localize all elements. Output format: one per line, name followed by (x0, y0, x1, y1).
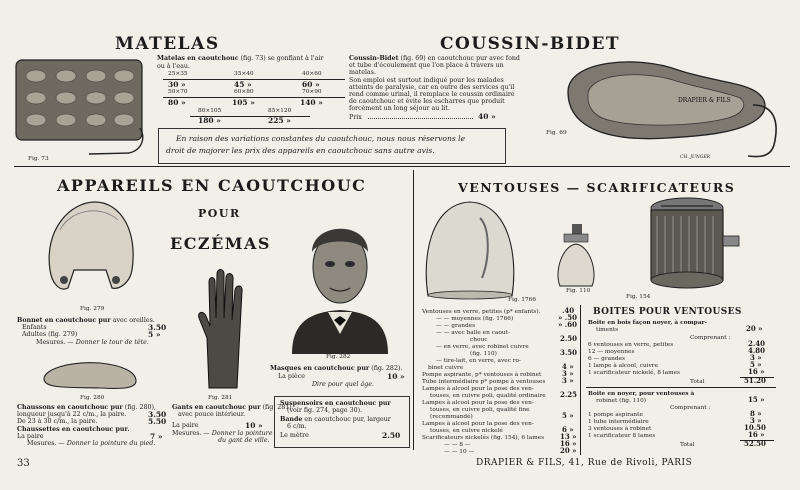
boites-b1-l2-value: 20 » (746, 324, 763, 333)
matelas-size-8: 85×120 (268, 108, 292, 114)
notice-line-1: En raison des variations constantes du caoutchouc, nous nous réservons le (176, 134, 466, 143)
matelas-price-1: 30 » (168, 80, 186, 89)
bidet-heading: Coussin-Bidet (349, 55, 399, 62)
boites-b1-item: 6 — grandes (588, 356, 625, 362)
ventouses-row: Lampes à alcool pour la pose des ven- (422, 386, 534, 392)
gants-desc: (fig. 281) (262, 404, 292, 411)
boites-title: BOITES POUR VENTOUSES (593, 307, 742, 317)
ventouses-row: — — 8 — (444, 442, 471, 448)
boites-b1-comprenant: Comprenant : (690, 335, 731, 341)
chaussettes-mesures: Mesures. — (27, 440, 65, 447)
boites-b1-item: 1 lampe à alcool, cuivre (588, 363, 659, 369)
masques-desc: (fig. 282). (371, 365, 403, 372)
bande-l3-value: 2.50 (382, 431, 401, 440)
fig-279-caption: Fig. 279 (80, 306, 105, 312)
ventouses-row: Ventouses en verre, petites (p* enfants). (422, 309, 541, 315)
bidet-line-0: (fig. 69) en caoutchouc pur avec fond (400, 55, 520, 62)
ventouses-row: touses, en cuivre poli, qualité fine (430, 407, 530, 413)
gants-mesures-it2: du gant de ville. (218, 437, 270, 444)
ventouses-row: binet cuivre (428, 365, 464, 371)
bidet-line-5: rend comme urinal, il remplace le coussin ordinaire (349, 91, 515, 98)
gants-l3-value: 10 » (245, 421, 263, 430)
ventouses-row-value: 2.50 (560, 334, 578, 343)
masques-heading: Masques en caoutchouc pur (270, 365, 370, 372)
chaussons-l3: De 23 à 30 c/m., la paire. (17, 418, 98, 425)
chaussons-desc: (fig. 280), (124, 404, 156, 411)
masques-l2-value: 10 » (387, 372, 405, 381)
boites-b1-item-value: 16 » (748, 367, 765, 376)
boites-b1-total-value: 51.20 (744, 376, 766, 385)
masques-l2: La pièce (278, 373, 305, 380)
gants-mesures: Mesures. — (172, 430, 210, 437)
bande-heading: Bande (280, 416, 303, 423)
gants-l3: La paire (172, 422, 199, 429)
bande-l2: 6 c/m. (287, 423, 307, 430)
matelas-heading-line (157, 55, 323, 62)
boites-b2-comprenant: Comprenant : (670, 405, 711, 411)
bande-l1: en caoutchouc pur, largeur (304, 416, 391, 423)
ventouse-robinet-illustration (552, 222, 600, 288)
boites-b1-item-value: 4.80 (748, 346, 766, 355)
boites-b2-item-value: 16 » (748, 430, 765, 439)
scarificateur-illustration (645, 196, 745, 292)
mask-portrait-illustration (290, 212, 390, 354)
appareils-pour: POUR (198, 207, 241, 220)
matelas-desc: (fig. 73) se gonflant à l'air (240, 55, 324, 62)
bidet-line-1: et tube d'écoulement que l'on place à travers un (349, 62, 504, 69)
boites-b1-item: 6 ventouses en verre, petites (588, 342, 674, 348)
gants-l2: avec pouce intérieur. (178, 411, 246, 418)
chaussettes-l2: La paire (17, 433, 44, 440)
ventouses-row: Lampes à alcool pour la pose des ven- (422, 400, 534, 406)
ventouses-row: Lampes à alcool pour la pose des ven- (422, 421, 534, 427)
chaussettes-l2-value: 7 » (150, 432, 163, 441)
fig-282-caption: Fig. 282 (326, 354, 351, 360)
ventouses-row: Tube intermédiaire p* pompe à ventouses (422, 379, 546, 385)
chaussettes-mesures-line (27, 440, 155, 447)
ventouses-row-value: 3 » (562, 376, 574, 385)
mattress-illustration (14, 58, 146, 158)
matelas-heading: Matelas en caoutchouc (157, 55, 239, 62)
chaussettes-mesures-it: Donner la pointure du pied. (66, 440, 156, 447)
bidet-signature: CH. JUNGER (680, 155, 711, 160)
ventouses-row-value: » .50 (558, 313, 577, 322)
vertical-divider (413, 170, 414, 450)
boites-b1-item: 1 scarificateur nickelé, 8 lames (588, 370, 681, 376)
matelas-price-6: 140 » (300, 98, 323, 107)
ventouses-row-value: 6 » (562, 425, 574, 434)
ventouses-row: — en verre, avec robinet cuivre (436, 344, 529, 350)
bonnet-row-1-value: 3.50 (148, 323, 167, 332)
boites-b2-total-value: 52.50 (744, 439, 766, 448)
ventouses-row-value: 5 » (562, 411, 574, 420)
boites-b1-heading: Boite en bois façon noyer, à compar- (588, 320, 707, 326)
glove-illustration (195, 268, 250, 393)
ventouses-row: touses, en cuivre poli, qualité ordinaire (430, 393, 546, 399)
ventouses-title: VENTOUSES — SCARIFICATEURS (458, 180, 736, 195)
ventouses-row: (fig. 110) (470, 351, 497, 357)
chaussons-heading: Chaussons en caoutchouc pur (17, 404, 123, 411)
publisher-footer: DRAPIER & FILS, 41, Rue de Rivoli, PARIS (476, 458, 693, 468)
boites-b1-item: 12 — moyennes (588, 349, 635, 355)
bidet-line-2: matelas. (349, 69, 376, 76)
bidet-title: COUSSIN-BIDET (440, 34, 621, 54)
bande-l3: Le mètre (280, 432, 309, 439)
fig-73-caption: Fig. 73 (28, 156, 49, 162)
bidet-label: DRAPIER & FILS (678, 97, 731, 104)
boites-b2-item: 1 tube intermédiaire (588, 419, 649, 425)
chaussons-l2: longueur jusqu'à 22 c/m., la paire. (17, 411, 127, 418)
boites-b2-total: Total (680, 442, 695, 448)
fig-110-caption: Fig. 110 (566, 288, 591, 294)
boites-b2-l2: robinet (fig. 110) (596, 398, 647, 404)
fig-69-caption: Fig. 69 (546, 130, 567, 136)
ventouses-row-value: 13 » (560, 432, 577, 441)
boites-b2-heading: Boite en noyer, pour ventouses à (588, 391, 695, 397)
boites-b1-item-value: 2.40 (748, 339, 766, 348)
page-number: 33 (17, 458, 30, 469)
gants-mesures-it: Donner la pointure (211, 430, 273, 437)
boites-b2-item-value: 10.50 (744, 423, 766, 432)
suspensoirs-heading: Suspensoirs en caoutchouc pur (280, 400, 391, 407)
fig-1766-caption: Fig. 1766 (508, 297, 537, 303)
notice-line-2: droit de majorer les prix des appareils en caoutchouc sans autre avis. (166, 146, 435, 155)
bonnet-heading: Bonnet en caoutchouc pur (17, 317, 111, 324)
matelas-price-3: 60 » (302, 80, 320, 89)
ventouses-row: chouc (470, 337, 488, 343)
ventouses-row-value: 3 » (562, 369, 574, 378)
bonnet-mesures: Mesures. — (36, 339, 74, 346)
boites-b1-l2: timents (596, 327, 619, 333)
bonnet-illustration (40, 200, 140, 305)
matelas-price-4: 80 » (168, 98, 186, 107)
boites-b1-item-value: 5 » (750, 360, 762, 369)
ventouses-row: — — moyennes (fig. 1766) (436, 316, 514, 322)
matelas-desc-2: ou à l'eau. (157, 63, 190, 70)
ventouses-row-value: 2.25 (560, 390, 578, 399)
matelas-price-7: 180 » (198, 116, 221, 125)
fig-280-caption: Fig. 280 (80, 395, 105, 401)
matelas-title: MATELAS (115, 34, 220, 54)
bidet-prix-label: Prix (349, 114, 362, 121)
fig-281-caption: Fig. 281 (208, 395, 233, 401)
ventouses-row: — — grandes (436, 323, 476, 329)
matelas-size-5: 60×80 (234, 89, 254, 95)
matelas-size-2: 35×40 (234, 71, 254, 77)
matelas-size-6: 70×90 (302, 89, 322, 95)
ventouses-row: — — avec balle en caout- (436, 330, 510, 336)
chaussons-l3-value: 5.50 (148, 417, 167, 426)
boites-b2-item-value: 3 » (750, 416, 762, 425)
appareils-title: APPAREILS EN CAOUTCHOUC (57, 176, 367, 195)
ventouses-row-value: 3.50 (560, 348, 578, 357)
matelas-price-2: 45 » (234, 80, 252, 89)
masques-line (270, 365, 402, 372)
ventouse-cup-illustration (420, 198, 520, 300)
bidet-line-7: forcément un long séjour au lit. (349, 105, 450, 112)
bidet-line-3: Son emploi est surtout indiqué pour les malades (349, 77, 504, 84)
bidet-prix-value: 40 » (478, 112, 496, 121)
boites-b1-total: Total (690, 379, 705, 385)
chaussettes-heading: Chaussettes en caoutchouc pur. (17, 426, 130, 433)
bonnet-row-2-value: 5 » (148, 330, 161, 339)
boites-b1-item-value: 3 » (750, 353, 762, 362)
bonnet-row-2-label: Adultes (fig. 279) (22, 331, 78, 338)
bonnet-row-1-label: Enfants (22, 324, 47, 331)
ventouses-row: (recommandé) (430, 414, 473, 420)
matelas-size-3: 40×60 (302, 71, 322, 77)
bonnet-mesures-line (36, 339, 149, 346)
chausson-illustration (40, 355, 140, 395)
ventouses-row: touses, en cuivre nickelé (430, 428, 503, 434)
matelas-size-1: 25×35 (168, 71, 188, 77)
bidet-line-4: atteints de paralysie, car en outre des services qu'il (349, 84, 515, 91)
ventouses-row-value: 16 » (560, 439, 577, 448)
appareils-eczemas: ECZÉMAS (170, 234, 271, 253)
matelas-size-7: 80×105 (198, 108, 222, 114)
ventouses-row: — tire-lait, en verre, avec ro- (436, 358, 522, 364)
gants-heading: Gants en caoutchouc pur (172, 404, 261, 411)
bonnet-desc: avec oreilles. (112, 317, 155, 324)
ventouses-row-value: .40 (562, 306, 575, 315)
ventouses-row: Scarificateurs nickelés (fig. 154), 6 lames (422, 435, 545, 441)
matelas-price-8: 225 » (268, 116, 291, 125)
ventouses-row: — — 10 — (444, 449, 475, 455)
fig-154-caption: Fig. 154 (626, 294, 651, 300)
bonnet-mesures-it: Donner le tour de tête. (75, 339, 149, 346)
bidet-line-6: de caoutchouc et évite les escharres que produit (349, 98, 505, 105)
matelas-price-5: 105 » (232, 98, 255, 107)
ventouses-row: Pompe aspirante, p* ventouses à robinet (422, 372, 542, 378)
masques-note: Dire pour quel âge. (312, 381, 375, 388)
chaussons-l2-value: 3.50 (148, 410, 167, 419)
boites-b2-l2-value: 15 » (748, 395, 765, 404)
boites-b2-item: 3 ventouses à robinet (588, 426, 652, 432)
boites-b2-item: 1 pompe aspirante (588, 412, 643, 418)
ventouses-row-value: 20 » (560, 446, 577, 455)
section-divider (14, 166, 790, 167)
bidet-illustration (548, 50, 788, 165)
matelas-size-4: 50×70 (168, 89, 188, 95)
ventouses-row-value: » .60 (558, 320, 577, 329)
suspensoirs-l2: (voir fig. 274, page 30). (287, 407, 363, 414)
ventouses-row-value: 4 » (562, 362, 574, 371)
boites-b2-item: 1 scarificateur 8 lames (588, 433, 656, 439)
boites-b2-item-value: 8 » (750, 409, 762, 418)
